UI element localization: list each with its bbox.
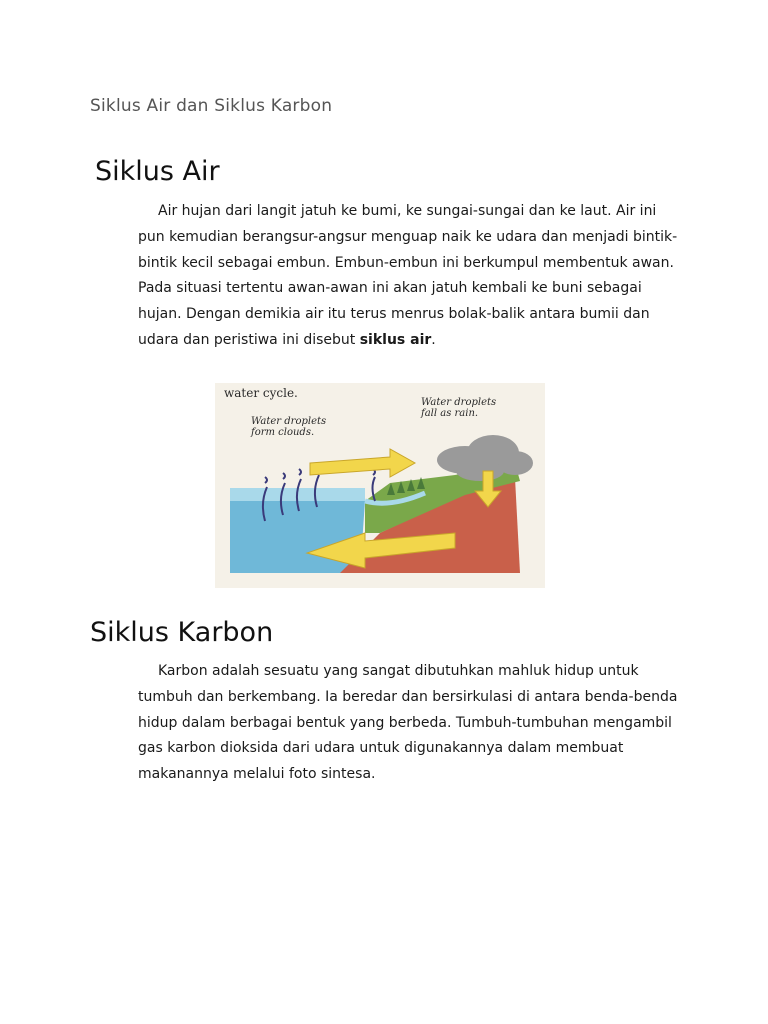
figure-label-clouds: Water droplets form clouds. bbox=[251, 416, 327, 438]
paragraph-siklus-air bbox=[138, 199, 683, 354]
arrow-right-icon bbox=[310, 449, 415, 477]
figure-title: water cycle. bbox=[224, 386, 298, 400]
paragraph-siklus-air-end: . bbox=[431, 331, 436, 348]
heading-siklus-karbon: Siklus Karbon bbox=[90, 617, 274, 648]
figure-label-rain: Water droplets fall as rain. bbox=[421, 397, 497, 419]
heading-siklus-air: Siklus Air bbox=[95, 156, 220, 187]
document-title: Siklus Air dan Siklus Karbon bbox=[90, 96, 333, 116]
term-siklus-air: siklus air bbox=[359, 331, 432, 348]
paragraph-siklus-karbon bbox=[138, 659, 683, 788]
paragraph-siklus-air-text: Air hujan dari langit jatuh ke bumi, ke sungai-sungai dan ke laut. Air ini pun kemudian berangsur-angsur menguap naik ke udara dan menjadi bintik-bintik kecil sebagai embun. Embun-embun ini berkumpul membentuk awan. Pada situasi tertentu awan-awan ini akan jatuh kembali ke buni sebagai hujan. Dengan demikia air itu terus menrus bolak-balik antara bumii dan udara dan peristiwa ini disebut bbox=[138, 203, 678, 348]
water-cycle-figure bbox=[215, 383, 545, 588]
paragraph-siklus-karbon-text: Karbon adalah sesuatu yang sangat dibutuhkan mahluk hidup untuk tumbuh dan berkembang. Ia beredar dan bersirkulasi di antara benda-benda hidup dalam berbagai bentuk yang berbeda. Tumbuh-tumbuhan mengambil gas karbon dioksida dari udara untuk digunakannya dalam membuat makanannya melalui foto sintesa. bbox=[138, 663, 678, 783]
